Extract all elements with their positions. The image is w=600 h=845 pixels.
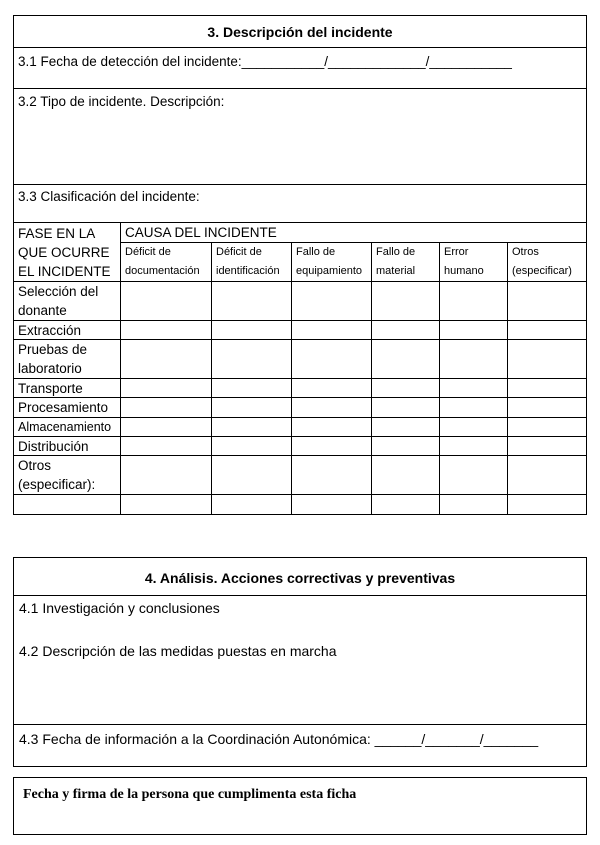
section-3-incident-description (13, 15, 587, 515)
col-line (291, 242, 292, 515)
phase-procesamiento: Procesamiento (18, 400, 109, 415)
investigation-label: 4.1 Investigación y conclusiones (19, 600, 220, 616)
info-date-field[interactable]: 4.3 Fecha de información a la Coordinación Autonómica: ______/_______/_______ (19, 731, 539, 747)
phase-otros: Otros (especificar): (18, 458, 96, 492)
cause-error-humano: Error humano (444, 246, 484, 277)
section-4-divider (14, 724, 586, 725)
phase-almacenamiento: Almacenamiento (18, 420, 112, 434)
phase-seleccion-donante: Selección del donante (18, 284, 99, 318)
phase-extraccion: Extracción (18, 323, 82, 338)
section-4-title: 4. Análisis. Acciones correctivas y preventivas (144, 570, 456, 586)
phase-distribucion: Distribución (18, 439, 89, 454)
section-4-analysis (13, 557, 587, 767)
col-line (120, 223, 121, 515)
row-line (14, 339, 586, 340)
incident-type-row[interactable] (14, 89, 586, 185)
row-line (14, 320, 586, 321)
row-line (14, 455, 586, 456)
cause-fallo-equipamiento: Fallo de equipamiento (296, 246, 363, 277)
row-line (14, 494, 586, 495)
incident-type-label: 3.2 Tipo de incidente. Descripción: (18, 94, 225, 109)
phase-pruebas-laboratorio: Pruebas de laboratorio (18, 342, 88, 376)
col-line (439, 242, 440, 515)
col-line (211, 242, 212, 515)
phase-column-header: FASE EN LA QUE OCURRE EL INCIDENTE (18, 226, 111, 279)
classification-row (14, 185, 586, 223)
row-line (14, 378, 586, 379)
measures-label: 4.2 Descripción de las medidas puestas en marcha (19, 643, 337, 659)
col-line (371, 242, 372, 515)
signature-label: Fecha y firma de la persona que cumplimenta esta ficha (23, 787, 357, 802)
signature-box[interactable] (13, 777, 587, 835)
detection-date-row[interactable] (14, 48, 586, 89)
cause-otros: Otros (especificar) (512, 246, 572, 277)
section-3-title-row (14, 16, 586, 48)
cause-deficit-identificacion: Déficit de identificación (216, 246, 280, 277)
section-4-title-row (14, 558, 586, 596)
col-line (507, 242, 508, 515)
classification-label: 3.3 Clasificación del incidente: (18, 189, 200, 204)
cause-deficit-documentacion: Déficit de documentación (125, 246, 200, 277)
section-3-title: 3. Descripción del incidente (207, 24, 393, 40)
header-bottom-line (14, 281, 586, 282)
phase-transporte: Transporte (18, 381, 83, 396)
cause-column-header: CAUSA DEL INCIDENTE (125, 225, 277, 240)
detection-date-field[interactable]: 3.1 Fecha de detección del incidente:___________/_____________/___________ (18, 54, 512, 69)
cause-fallo-material: Fallo de material (376, 246, 416, 277)
classification-grid (14, 223, 586, 515)
